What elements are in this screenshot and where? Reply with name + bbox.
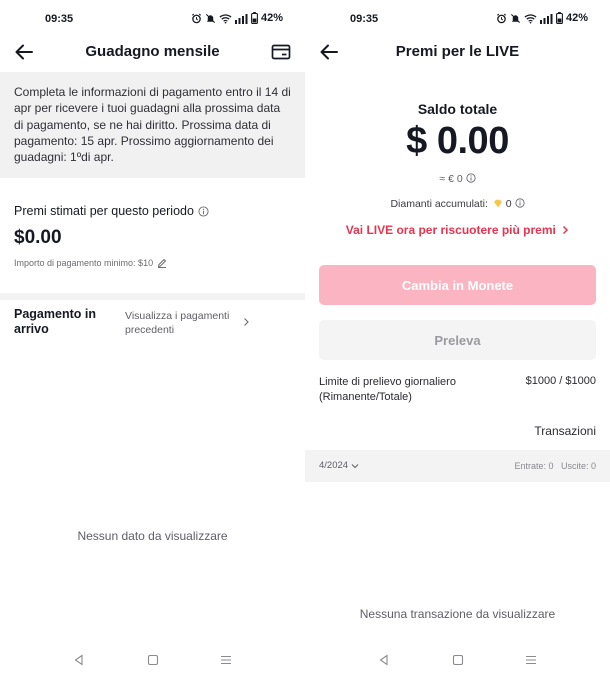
alarm-icon [191, 13, 202, 24]
alarm-icon [496, 13, 507, 24]
total-balance-label: Saldo totale [417, 101, 498, 117]
wifi-icon [219, 13, 232, 24]
status-time: 09:35 [350, 13, 379, 25]
estimated-rewards-amount: $0.00 [14, 227, 62, 248]
system-home-icon[interactable] [146, 653, 160, 667]
wifi-icon [524, 13, 537, 24]
chevron-down-icon [351, 463, 359, 469]
info-icon[interactable] [515, 198, 525, 208]
estimated-rewards-text: Premi stimati per questo periodo [14, 204, 194, 218]
payment-info-notice: Completa le informazioni di pagamento entro il 14 di apr per ricevere i tuoi guadagni alla prossima data di pagamento, se ne hai diritto. Prossima data di pagamento: 15 apr. Prossimo aggiornamento dei guadagni: 1ºdi apr. [0, 72, 305, 178]
chevron-right-icon[interactable] [242, 317, 250, 327]
go-live-link-text: Vai LIVE ora per riscuotere più premi [345, 223, 556, 237]
diamonds-label: Diamanti accumulati: [390, 198, 488, 210]
diamond-icon [493, 199, 503, 208]
system-menu-icon[interactable] [524, 653, 538, 667]
status-icons [496, 12, 588, 24]
mute-bell-icon [510, 13, 521, 24]
convert-to-coins-button[interactable]: Cambia in Monete [319, 265, 596, 305]
battery-icon [556, 12, 563, 24]
system-menu-icon[interactable] [219, 653, 233, 667]
status-bar [0, 0, 305, 38]
status-time: 09:35 [45, 13, 74, 25]
accumulated-diamonds [305, 198, 610, 210]
signal-icon [235, 13, 248, 24]
live-rewards-screen [305, 0, 610, 678]
edit-pencil-icon[interactable] [157, 258, 167, 268]
income-expense-summary: Entrate: 0 Uscite: 0 [514, 461, 596, 471]
page-title: Guadagno mensile [85, 43, 220, 60]
transactions-filter-bar [305, 450, 610, 482]
diamonds-value: 0 [505, 198, 512, 210]
daily-withdraw-limit-label: Limite di prelievo giornaliero (Rimanente/Totale) [319, 376, 456, 403]
top-bar [305, 38, 610, 66]
estimated-rewards-label [14, 204, 209, 218]
battery-percentage: 42% [260, 12, 283, 24]
status-icons [191, 12, 283, 24]
minimum-payment-text: Importo di pagamento minimo: $10 [14, 258, 154, 268]
previous-payments-link[interactable]: Visualizza i pagamenti precedenti [125, 310, 230, 336]
transactions-link[interactable]: Transazioni [534, 424, 596, 438]
info-icon[interactable] [198, 206, 209, 217]
system-back-icon[interactable] [72, 653, 86, 667]
euro-equivalent [305, 173, 610, 185]
daily-withdraw-limit-value: $1000 / $1000 [525, 375, 596, 387]
system-navigation-bar [305, 650, 610, 670]
month-value: 4/2024 [319, 460, 349, 471]
euro-equivalent-text: ≈ € 0 [439, 173, 463, 185]
system-home-icon[interactable] [451, 653, 465, 667]
chevron-right-icon [561, 225, 569, 235]
mute-bell-icon [205, 13, 216, 24]
section-divider [0, 293, 305, 300]
minimum-payment [14, 258, 167, 268]
top-bar [0, 38, 305, 66]
info-icon[interactable] [466, 173, 476, 183]
total-balance-amount: $ 0.00 [406, 120, 509, 162]
payment-card-icon[interactable] [271, 42, 291, 62]
withdraw-button[interactable]: Preleva [319, 320, 596, 360]
signal-icon [540, 13, 553, 24]
empty-transactions-message: Nessuna transazione da visualizzare [359, 607, 556, 621]
system-back-icon[interactable] [377, 653, 391, 667]
battery-icon [251, 12, 258, 24]
system-navigation-bar [0, 650, 305, 670]
empty-state-message: Nessun dato da visualizzare [77, 529, 228, 543]
battery-percentage: 42% [565, 12, 588, 24]
incoming-payment-label: Pagamento in arrivo [14, 307, 96, 336]
page-title: Premi per le LIVE [395, 43, 520, 60]
go-live-link[interactable] [305, 223, 610, 237]
month-selector[interactable] [319, 460, 359, 471]
status-bar [305, 0, 610, 38]
